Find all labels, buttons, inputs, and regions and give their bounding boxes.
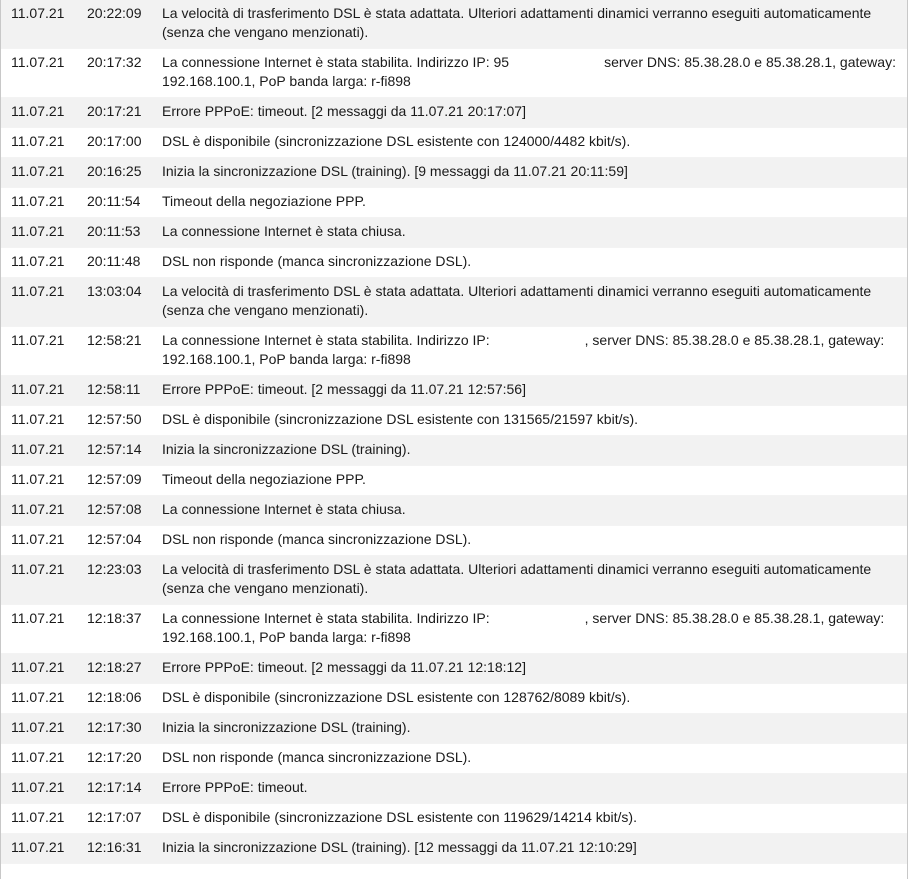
log-message: La velocità di trasferimento DSL è stata adattata. Ulteriori adattamenti dinamici verranno eseguiti automaticamente (senza che vengano menzionati). [162, 561, 872, 596]
log-message: Inizia la sincronizzazione DSL (training). [162, 719, 411, 735]
log-message-part: , server DNS: 85.38.28.0 e 85.38.28.1, gateway: 192.168.100.1, PoP banda larga: r-fi898 [162, 610, 885, 645]
redacted-ip [490, 613, 585, 625]
log-date: 11.07.21 [11, 253, 65, 269]
log-message: Errore PPPoE: timeout. [2 messaggi da 11.07.21 20:17:07] [162, 103, 526, 119]
log-message [152, 609, 907, 647]
log-time: 12:17:07 [87, 809, 142, 825]
log-message-part: , server DNS: 85.38.28.0 e 85.38.28.1, gateway: 192.168.100.1, PoP banda larga: r-fi898 [162, 332, 885, 367]
log-message: DSL non risponde (manca sincronizzazione DSL). [162, 253, 472, 269]
log-time: 12:16:31 [87, 839, 142, 855]
log-time: 12:57:04 [87, 531, 142, 547]
log-time: 12:18:27 [87, 659, 142, 675]
log-date: 11.07.21 [11, 501, 65, 517]
log-row [1, 0, 907, 49]
log-row [1, 278, 907, 327]
log-time: 20:17:32 [87, 54, 142, 70]
log-row [1, 436, 907, 466]
log-date: 11.07.21 [11, 5, 65, 21]
log-row [1, 605, 907, 654]
log-row [1, 98, 907, 128]
log-date: 11.07.21 [11, 610, 65, 626]
log-time: 12:57:08 [87, 501, 142, 517]
log-row [1, 496, 907, 526]
log-date: 11.07.21 [11, 441, 65, 457]
log-date: 11.07.21 [11, 193, 65, 209]
log-message: DSL è disponibile (sincronizzazione DSL esistente con 124000/4482 kbit/s). [162, 133, 631, 149]
log-row [1, 327, 907, 376]
log-row [1, 744, 907, 774]
log-date: 11.07.21 [11, 103, 65, 119]
log-row [1, 49, 907, 98]
log-row [1, 654, 907, 684]
log-row [1, 128, 907, 158]
log-date: 11.07.21 [11, 133, 65, 149]
log-message: La connessione Internet è stata chiusa. [162, 223, 406, 239]
log-row [1, 248, 907, 278]
log-message: Errore PPPoE: timeout. [2 messaggi da 11.07.21 12:18:12] [162, 659, 526, 675]
log-date: 11.07.21 [11, 561, 65, 577]
log-time: 12:57:50 [87, 411, 142, 427]
log-time: 12:23:03 [87, 561, 142, 577]
log-row [1, 556, 907, 605]
log-time: 20:16:25 [87, 163, 142, 179]
log-time: 20:22:09 [87, 5, 142, 21]
log-date: 11.07.21 [11, 283, 65, 299]
log-time: 12:58:21 [87, 332, 142, 348]
log-time: 20:17:00 [87, 133, 142, 149]
log-message: La velocità di trasferimento DSL è stata adattata. Ulteriori adattamenti dinamici verranno eseguiti automaticamente (senza che vengano menzionati). [162, 5, 872, 40]
log-message-part: server DNS: 85.38.28.0 e 85.38.28.1, gateway: 192.168.100.1, PoP banda larga: r-fi898 [162, 54, 896, 89]
log-time: 12:57:09 [87, 471, 142, 487]
log-message: Errore PPPoE: timeout. [162, 779, 308, 795]
log-message: La connessione Internet è stata chiusa. [162, 501, 406, 517]
log-date: 11.07.21 [11, 471, 65, 487]
log-time: 12:18:06 [87, 689, 142, 705]
log-row [1, 376, 907, 406]
log-date: 11.07.21 [11, 659, 65, 675]
log-time: 12:17:14 [87, 779, 142, 795]
log-message [152, 53, 907, 91]
log-time: 13:03:04 [87, 283, 142, 299]
redacted-ip [490, 335, 585, 347]
redacted-ip [509, 57, 604, 69]
log-time: 20:11:53 [87, 223, 141, 239]
log-row [1, 774, 907, 804]
log-message: La velocità di trasferimento DSL è stata adattata. Ulteriori adattamenti dinamici verranno eseguiti automaticamente (senza che vengano menzionati). [162, 283, 872, 318]
log-message: Inizia la sincronizzazione DSL (training). [12 messaggi da 11.07.21 12:10:29] [162, 839, 637, 855]
log-date: 11.07.21 [11, 839, 65, 855]
log-date: 11.07.21 [11, 689, 65, 705]
log-row [1, 466, 907, 496]
log-date: 11.07.21 [11, 163, 65, 179]
log-row [1, 526, 907, 556]
log-date: 11.07.21 [11, 223, 65, 239]
log-row [1, 406, 907, 436]
log-message: DSL è disponibile (sincronizzazione DSL esistente con 119629/14214 kbit/s). [162, 809, 637, 825]
log-message: Timeout della negoziazione PPP. [162, 193, 366, 209]
log-row [1, 714, 907, 744]
log-date: 11.07.21 [11, 332, 65, 348]
log-message: DSL è disponibile (sincronizzazione DSL esistente con 128762/8089 kbit/s). [162, 689, 631, 705]
log-time: 12:17:30 [87, 719, 142, 735]
log-message: Inizia la sincronizzazione DSL (training). [162, 441, 411, 457]
log-time: 20:17:21 [87, 103, 142, 119]
log-date: 11.07.21 [11, 381, 65, 397]
log-row [1, 158, 907, 188]
log-date: 11.07.21 [11, 531, 65, 547]
log-message: DSL non risponde (manca sincronizzazione DSL). [162, 749, 472, 765]
log-date: 11.07.21 [11, 719, 65, 735]
log-message-part: La connessione Internet è stata stabilita. Indirizzo IP: [162, 610, 490, 626]
log-date: 11.07.21 [11, 809, 65, 825]
log-row [1, 804, 907, 834]
log-message: Inizia la sincronizzazione DSL (training). [9 messaggi da 11.07.21 20:11:59] [162, 163, 628, 179]
log-date: 11.07.21 [11, 411, 65, 427]
log-message [152, 331, 907, 369]
log-time: 20:11:48 [87, 253, 141, 269]
log-row [1, 188, 907, 218]
log-time: 20:11:54 [87, 193, 141, 209]
log-time: 12:57:14 [87, 441, 142, 457]
log-message-part: La connessione Internet è stata stabilita. Indirizzo IP: [162, 332, 490, 348]
log-message: DSL è disponibile (sincronizzazione DSL esistente con 131565/21597 kbit/s). [162, 411, 639, 427]
log-date: 11.07.21 [11, 779, 65, 795]
log-message: DSL non risponde (manca sincronizzazione DSL). [162, 531, 472, 547]
log-time: 12:58:11 [87, 381, 141, 397]
log-time: 12:18:37 [87, 610, 142, 626]
log-row [1, 218, 907, 248]
log-message: Timeout della negoziazione PPP. [162, 471, 366, 487]
log-date: 11.07.21 [11, 54, 65, 70]
scrollbar[interactable] [908, 0, 913, 879]
log-message-part: La connessione Internet è stata stabilita. Indirizzo IP: 95 [162, 54, 510, 70]
log-row [1, 684, 907, 714]
log-time: 12:17:20 [87, 749, 142, 765]
log-message: Errore PPPoE: timeout. [2 messaggi da 11.07.21 12:57:56] [162, 381, 526, 397]
log-row [1, 834, 907, 864]
log-date: 11.07.21 [11, 749, 65, 765]
